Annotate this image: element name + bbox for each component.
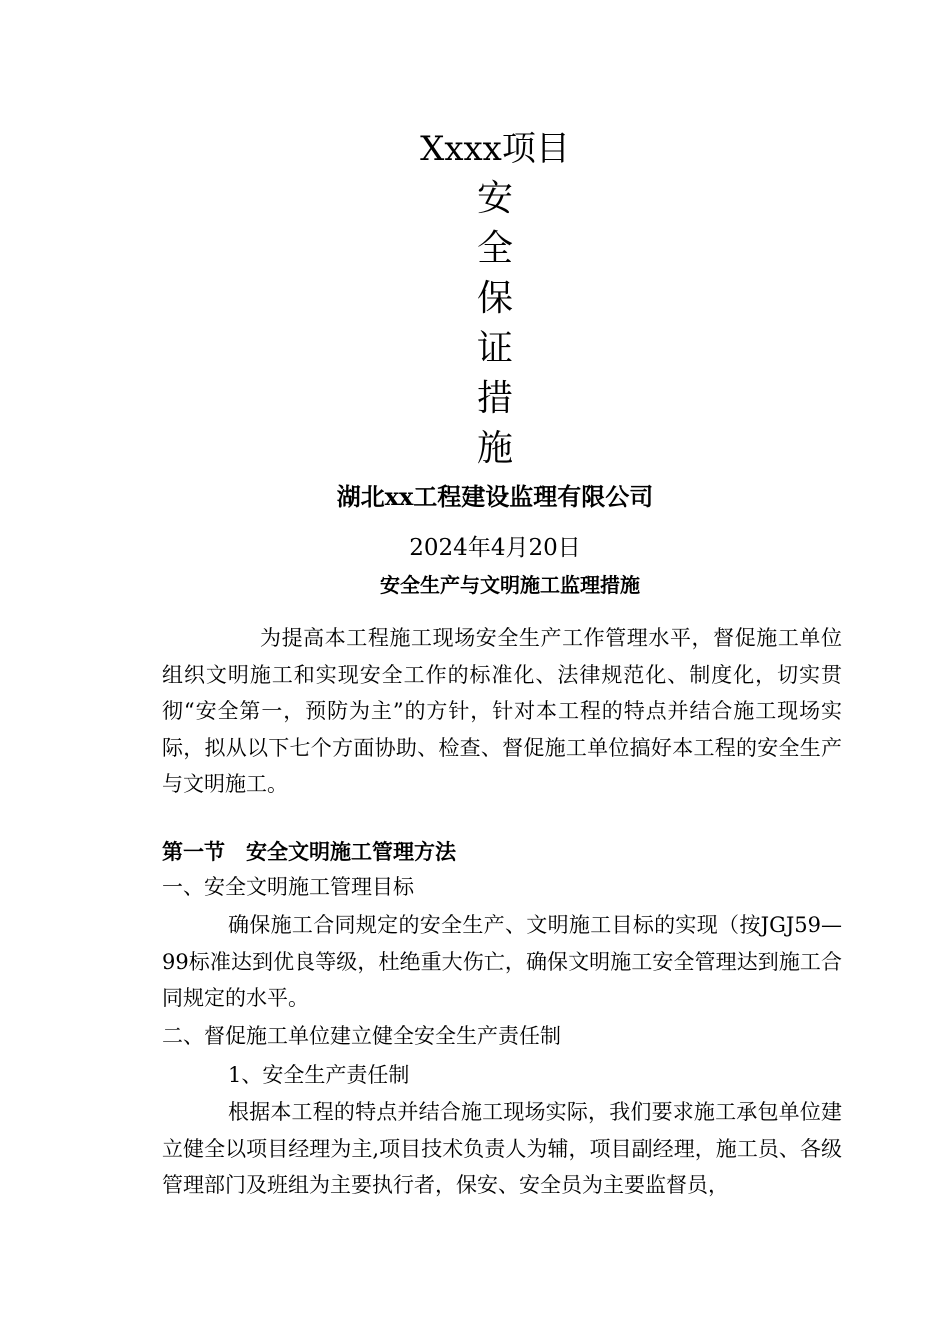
- section-heading: 第一节 安全文明施工管理方法: [162, 839, 456, 864]
- cover-title-char-4: 证: [476, 328, 513, 369]
- subitem-heading-1: 1、安全生产责任制: [228, 1063, 410, 1087]
- cover-title-project: Xxxx项目: [420, 129, 570, 169]
- company-name: 湖北xx工程建设监理有限公司: [336, 482, 654, 511]
- cover-title-char-2: 全: [476, 228, 513, 269]
- item-heading-1: 一、安全文明施工管理目标: [162, 875, 414, 899]
- document-date: 2024年4月20日: [409, 535, 581, 561]
- item-heading-2: 二、督促施工单位建立健全安全生产责任制: [162, 1024, 561, 1048]
- cover-title-char-3: 保: [476, 278, 513, 319]
- cover-title-char-1: 安: [476, 178, 513, 219]
- cover-title-char-6: 施: [476, 428, 513, 469]
- document-subtitle: 安全生产与文明施工监理措施: [380, 573, 640, 597]
- item-1-paragraph: 确保施工合同规定的安全生产、文明施工目标的实现（按JGJ59—99标准达到优良等级，杜绝重大伤亡，确保文明施工安全管理达到施工合同规定的水平。: [162, 913, 842, 1010]
- intro-paragraph: 为提高本工程施工现场安全生产工作管理水平，督促施工单位组织文明施工和实现安全工作的标准化、法律规范化、制度化，切实贯彻“安全第一，预防为主”的方针，针对本工程的特点并结合施工现场实际，拟从以下七个方面协助、检查、督促施工单位搞好本工程的安全生产与文明施工。: [162, 626, 842, 796]
- subitem-1-paragraph: 根据本工程的特点并结合施工现场实际，我们要求施工承包单位建立健全以项目经理为主,项目技术负责人为辅，项目副经理，施工员、各级管理部门及班组为主要执行者，保安、安全员为主要监督员，: [162, 1100, 842, 1197]
- cover-title-char-5: 措: [476, 378, 513, 419]
